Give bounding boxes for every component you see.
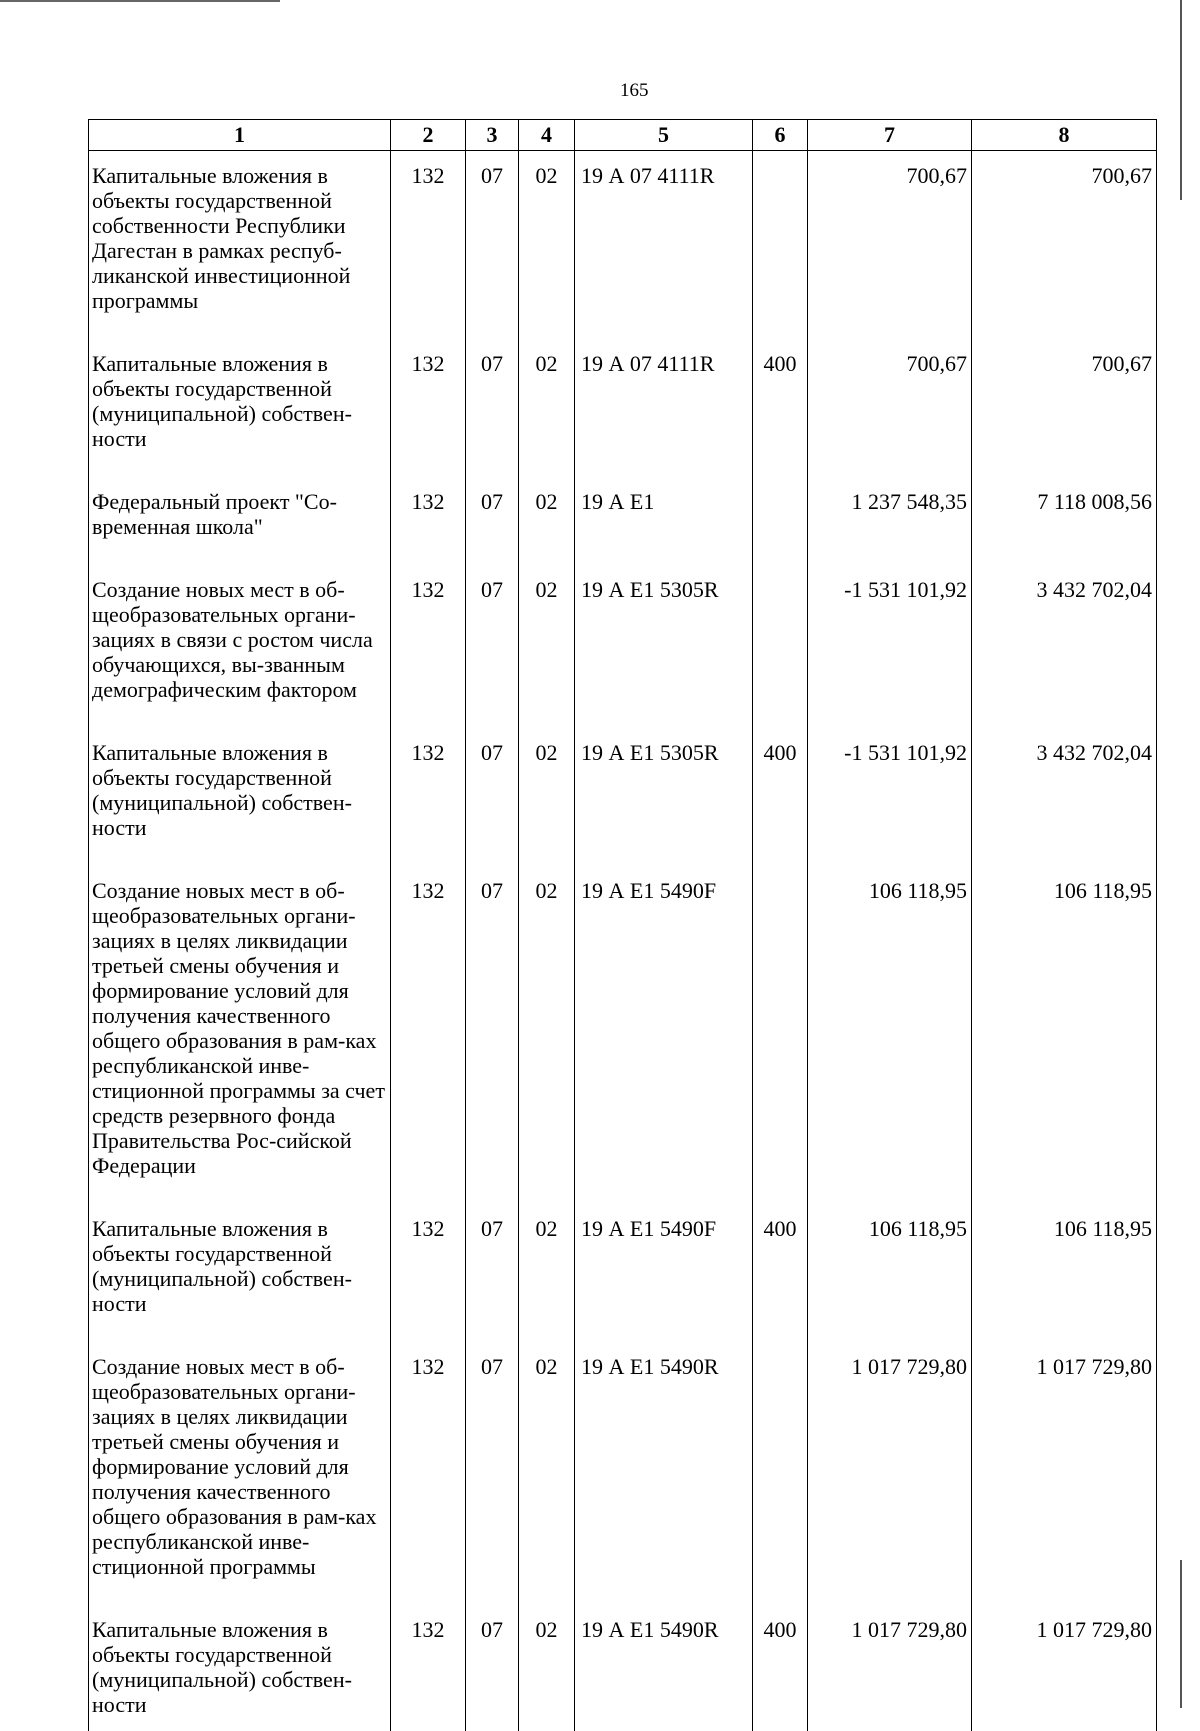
cell-section: 07 (466, 471, 519, 559)
cell-amount-7: -1 531 101,92 (808, 722, 972, 860)
page-number: 165 (620, 80, 649, 101)
cell-section: 07 (466, 860, 519, 1198)
row-description: Федеральный проект "Со-временная школа" (89, 471, 391, 559)
scan-edge-line (0, 0, 280, 2)
cell-target-article: 19 А Е1 5490R (575, 1336, 753, 1599)
row-description: Капитальные вложения в объекты государственной (муниципальной) собствен-ности (89, 1198, 391, 1336)
cell-expense-type (753, 860, 808, 1198)
cell-expense-type: 400 (753, 1599, 808, 1731)
cell-subsection: 02 (519, 860, 575, 1198)
table-row (89, 1599, 1157, 1731)
cell-target-article: 19 А Е1 5305R (575, 559, 753, 722)
budget-table (88, 119, 1157, 1731)
scan-margin-line (1180, 0, 1182, 200)
cell-target-article: 19 А 07 4111R (575, 333, 753, 471)
row-description: Капитальные вложения в объекты государственной (муниципальной) собствен-ности (89, 1599, 391, 1731)
cell-subsection: 02 (519, 1198, 575, 1336)
cell-amount-7: 700,67 (808, 151, 972, 334)
column-header: 7 (808, 120, 972, 151)
cell-section: 07 (466, 1336, 519, 1599)
cell-ministry-code: 132 (391, 860, 466, 1198)
cell-amount-7: 1 237 548,35 (808, 471, 972, 559)
row-description: Капитальные вложения в объекты государственной собственности Республики Дагестан в рамках респуб-ликанской инвестиционной программы (89, 151, 391, 334)
table-row (89, 1336, 1157, 1599)
column-header: 6 (753, 120, 808, 151)
column-header: 8 (972, 120, 1157, 151)
table-header-row (89, 120, 1157, 151)
row-description: Создание новых мест в об-щеобразовательных органи-зациях в целях ликвидации третьей смены обучения и формирование условий для получения качественного общего образования в рам-ках республиканской инве-стиционной программы за счет средств резервного фонда Правительства Рос-сийской Федерации (89, 860, 391, 1198)
cell-subsection: 02 (519, 722, 575, 860)
cell-subsection: 02 (519, 559, 575, 722)
column-header: 2 (391, 120, 466, 151)
budget-table-container (88, 119, 1156, 1731)
table-row (89, 1198, 1157, 1336)
cell-expense-type (753, 471, 808, 559)
cell-amount-8: 106 118,95 (972, 1198, 1157, 1336)
cell-amount-7: 1 017 729,80 (808, 1336, 972, 1599)
cell-amount-7: 106 118,95 (808, 1198, 972, 1336)
cell-ministry-code: 132 (391, 333, 466, 471)
cell-ministry-code: 132 (391, 722, 466, 860)
cell-amount-7: -1 531 101,92 (808, 559, 972, 722)
cell-amount-7: 106 118,95 (808, 860, 972, 1198)
cell-target-article: 19 А Е1 5490R (575, 1599, 753, 1731)
row-description: Капитальные вложения в объекты государственной (муниципальной) собствен-ности (89, 333, 391, 471)
cell-expense-type (753, 151, 808, 334)
cell-ministry-code: 132 (391, 1336, 466, 1599)
cell-expense-type: 400 (753, 722, 808, 860)
cell-section: 07 (466, 559, 519, 722)
cell-subsection: 02 (519, 333, 575, 471)
cell-amount-8: 1 017 729,80 (972, 1599, 1157, 1731)
cell-ministry-code: 132 (391, 151, 466, 334)
cell-amount-8: 700,67 (972, 333, 1157, 471)
column-header: 5 (575, 120, 753, 151)
cell-target-article: 19 А Е1 (575, 471, 753, 559)
row-description: Капитальные вложения в объекты государственной (муниципальной) собствен-ности (89, 722, 391, 860)
cell-subsection: 02 (519, 471, 575, 559)
table-row (89, 860, 1157, 1198)
cell-expense-type (753, 559, 808, 722)
cell-section: 07 (466, 151, 519, 334)
table-row (89, 471, 1157, 559)
cell-amount-8: 106 118,95 (972, 860, 1157, 1198)
cell-amount-8: 700,67 (972, 151, 1157, 334)
cell-ministry-code: 132 (391, 1198, 466, 1336)
cell-target-article: 19 А Е1 5305R (575, 722, 753, 860)
cell-amount-7: 700,67 (808, 333, 972, 471)
cell-amount-8: 3 432 702,04 (972, 559, 1157, 722)
column-header: 3 (466, 120, 519, 151)
column-header: 4 (519, 120, 575, 151)
cell-target-article: 19 А Е1 5490F (575, 860, 753, 1198)
cell-target-article: 19 А Е1 5490F (575, 1198, 753, 1336)
cell-amount-8: 7 118 008,56 (972, 471, 1157, 559)
table-row (89, 722, 1157, 860)
row-description: Создание новых мест в об-щеобразовательных органи-зациях в связи с ростом числа обучающихся, вы-званным демографическим фактором (89, 559, 391, 722)
row-description: Создание новых мест в об-щеобразовательных органи-зациях в целях ликвидации третьей смены обучения и формирование условий для получения качественного общего образования в рам-ках республиканской инве-стиционной программы (89, 1336, 391, 1599)
cell-expense-type (753, 1336, 808, 1599)
cell-ministry-code: 132 (391, 559, 466, 722)
cell-subsection: 02 (519, 1336, 575, 1599)
cell-section: 07 (466, 722, 519, 860)
cell-section: 07 (466, 1198, 519, 1336)
cell-expense-type: 400 (753, 333, 808, 471)
cell-amount-7: 1 017 729,80 (808, 1599, 972, 1731)
table-row (89, 559, 1157, 722)
table-row (89, 333, 1157, 471)
cell-ministry-code: 132 (391, 471, 466, 559)
scan-margin-line (1180, 1560, 1182, 1708)
cell-section: 07 (466, 333, 519, 471)
cell-amount-8: 3 432 702,04 (972, 722, 1157, 860)
cell-subsection: 02 (519, 151, 575, 334)
cell-expense-type: 400 (753, 1198, 808, 1336)
cell-amount-8: 1 017 729,80 (972, 1336, 1157, 1599)
cell-target-article: 19 А 07 4111R (575, 151, 753, 334)
cell-subsection: 02 (519, 1599, 575, 1731)
cell-section: 07 (466, 1599, 519, 1731)
table-row (89, 151, 1157, 334)
cell-ministry-code: 132 (391, 1599, 466, 1731)
column-header: 1 (89, 120, 391, 151)
